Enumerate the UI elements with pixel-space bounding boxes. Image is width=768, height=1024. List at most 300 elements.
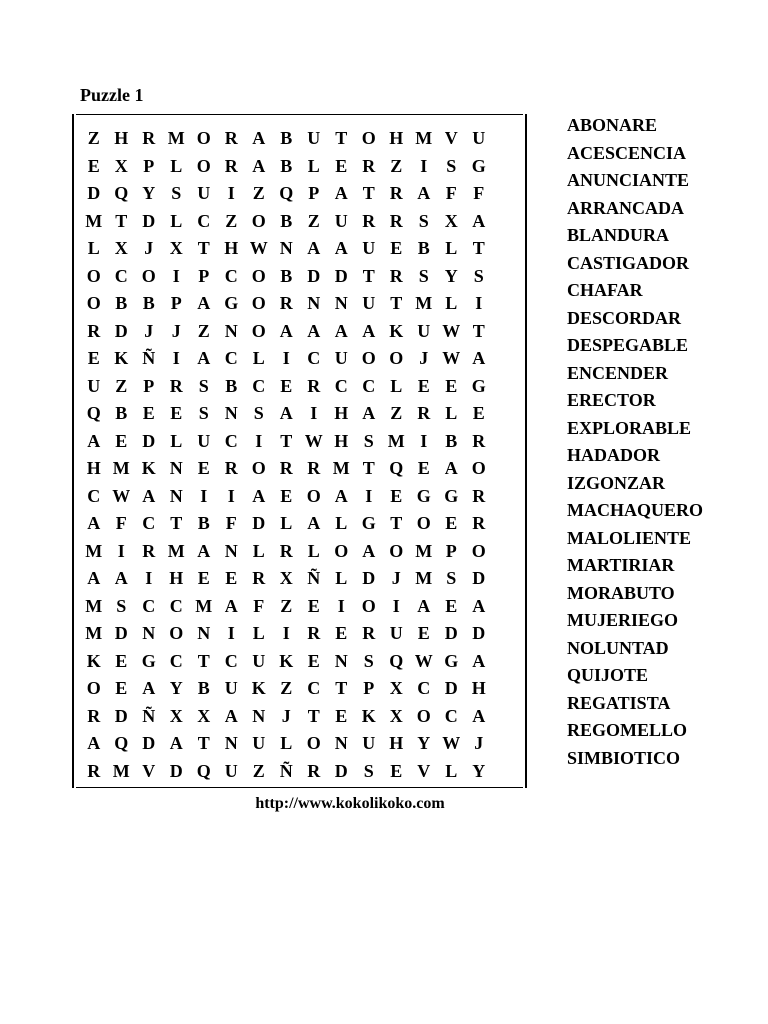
grid-letter[interactable]: C — [307, 348, 321, 369]
grid-letter[interactable]: R — [389, 265, 403, 286]
grid-letter[interactable]: Ñ — [307, 568, 321, 589]
grid-letter[interactable]: T — [335, 678, 348, 699]
grid-letter[interactable]: S — [363, 760, 374, 781]
grid-letter[interactable]: A — [472, 705, 486, 726]
grid-letter[interactable]: U — [362, 733, 376, 754]
grid-letter[interactable]: M — [195, 595, 213, 616]
grid-letter[interactable]: M — [332, 458, 350, 479]
grid-letter[interactable]: O — [306, 485, 321, 506]
grid-letter[interactable]: Z — [252, 183, 265, 204]
grid-letter[interactable]: G — [141, 650, 156, 671]
grid-letter[interactable]: D — [444, 623, 458, 644]
grid-letter[interactable]: D — [444, 678, 458, 699]
grid-letter[interactable]: C — [224, 430, 238, 451]
grid-letter[interactable]: B — [445, 430, 458, 451]
grid-letter[interactable]: B — [280, 265, 293, 286]
grid-letter[interactable]: N — [197, 623, 211, 644]
grid-letter[interactable]: S — [171, 183, 182, 204]
grid-letter[interactable]: N — [252, 705, 266, 726]
grid-letter[interactable]: E — [170, 403, 183, 424]
grid-letter[interactable]: O — [361, 595, 376, 616]
grid-letter[interactable]: W — [414, 650, 433, 671]
grid-letter[interactable]: S — [473, 265, 484, 286]
grid-letter[interactable]: T — [472, 320, 485, 341]
grid-letter[interactable]: D — [334, 760, 348, 781]
grid-letter[interactable]: R — [362, 210, 376, 231]
grid-letter[interactable]: N — [334, 293, 348, 314]
grid-letter[interactable]: U — [362, 293, 376, 314]
grid-letter[interactable]: T — [362, 458, 375, 479]
grid-letter[interactable]: L — [170, 210, 183, 231]
grid-letter[interactable]: T — [280, 430, 293, 451]
grid-letter[interactable]: C — [197, 210, 211, 231]
grid-letter[interactable]: H — [334, 403, 349, 424]
grid-letter[interactable]: J — [419, 348, 429, 369]
grid-letter[interactable]: W — [304, 430, 323, 451]
grid-letter[interactable]: T — [390, 513, 403, 534]
grid-letter[interactable]: W — [249, 238, 268, 259]
grid-letter[interactable]: K — [86, 650, 101, 671]
grid-letter[interactable]: Q — [86, 403, 101, 424]
grid-letter[interactable]: S — [198, 375, 209, 396]
grid-letter[interactable]: D — [114, 320, 128, 341]
grid-letter[interactable]: C — [142, 595, 156, 616]
grid-letter[interactable]: E — [472, 403, 485, 424]
grid-letter[interactable]: Q — [389, 650, 404, 671]
grid-letter[interactable]: I — [227, 623, 235, 644]
grid-letter[interactable]: A — [87, 430, 101, 451]
grid-letter[interactable]: T — [115, 210, 128, 231]
grid-letter[interactable]: I — [310, 403, 318, 424]
grid-letter[interactable]: J — [391, 568, 401, 589]
grid-letter[interactable]: M — [415, 568, 433, 589]
grid-letter[interactable]: C — [114, 265, 128, 286]
grid-letter[interactable]: Q — [389, 458, 404, 479]
grid-letter[interactable]: B — [115, 293, 128, 314]
grid-letter[interactable]: O — [251, 265, 266, 286]
grid-letter[interactable]: O — [86, 265, 101, 286]
grid-letter[interactable]: J — [171, 320, 181, 341]
grid-letter[interactable]: Z — [197, 320, 210, 341]
grid-letter[interactable]: L — [252, 348, 265, 369]
grid-letter[interactable]: Z — [280, 678, 293, 699]
grid-letter[interactable]: C — [444, 705, 458, 726]
grid-letter[interactable]: D — [362, 568, 376, 589]
grid-letter[interactable]: O — [389, 540, 404, 561]
grid-letter[interactable]: E — [390, 760, 403, 781]
grid-letter[interactable]: T — [197, 238, 210, 259]
grid-letter[interactable]: U — [362, 238, 376, 259]
grid-letter[interactable]: Ñ — [142, 705, 156, 726]
grid-letter[interactable]: R — [224, 128, 238, 149]
grid-letter[interactable]: L — [307, 155, 320, 176]
grid-letter[interactable]: L — [335, 513, 348, 534]
grid-letter[interactable]: A — [279, 320, 293, 341]
grid-letter[interactable]: T — [197, 650, 210, 671]
grid-letter[interactable]: A — [417, 595, 431, 616]
grid-letter[interactable]: A — [252, 485, 266, 506]
grid-letter[interactable]: B — [417, 238, 430, 259]
grid-letter[interactable]: R — [362, 155, 376, 176]
grid-letter[interactable]: R — [307, 623, 321, 644]
grid-letter[interactable]: Y — [444, 265, 458, 286]
grid-letter[interactable]: K — [141, 458, 156, 479]
grid-letter[interactable]: G — [471, 375, 486, 396]
grid-letter[interactable]: U — [224, 760, 238, 781]
grid-letter[interactable]: R — [362, 623, 376, 644]
grid-letter[interactable]: L — [445, 293, 458, 314]
grid-letter[interactable]: X — [279, 568, 293, 589]
grid-letter[interactable]: E — [417, 458, 430, 479]
grid-letter[interactable]: Z — [225, 210, 238, 231]
grid-letter[interactable]: O — [86, 293, 101, 314]
grid-letter[interactable]: P — [308, 183, 320, 204]
grid-letter[interactable]: H — [334, 430, 349, 451]
grid-letter[interactable]: F — [473, 183, 485, 204]
grid-letter[interactable]: D — [142, 210, 156, 231]
grid-letter[interactable]: D — [114, 705, 128, 726]
grid-letter[interactable]: O — [361, 348, 376, 369]
grid-letter[interactable]: H — [389, 733, 404, 754]
grid-letter[interactable]: R — [472, 430, 486, 451]
grid-letter[interactable]: I — [227, 485, 235, 506]
grid-letter[interactable]: B — [280, 155, 293, 176]
grid-letter[interactable]: W — [442, 320, 461, 341]
grid-letter[interactable]: W — [112, 485, 131, 506]
grid-letter[interactable]: A — [472, 595, 486, 616]
grid-letter[interactable]: O — [86, 678, 101, 699]
grid-letter[interactable]: R — [224, 155, 238, 176]
grid-letter[interactable]: U — [252, 650, 266, 671]
grid-letter[interactable]: A — [197, 293, 211, 314]
grid-letter[interactable]: A — [472, 210, 486, 231]
grid-letter[interactable]: D — [252, 513, 266, 534]
grid-letter[interactable]: L — [170, 155, 183, 176]
grid-letter[interactable]: G — [361, 513, 376, 534]
grid-letter[interactable]: E — [417, 375, 430, 396]
grid-letter[interactable]: A — [307, 238, 321, 259]
grid-letter[interactable]: D — [169, 760, 183, 781]
grid-letter[interactable]: O — [251, 210, 266, 231]
grid-letter[interactable]: B — [280, 128, 293, 149]
grid-letter[interactable]: R — [87, 320, 101, 341]
grid-letter[interactable]: F — [445, 183, 457, 204]
grid-letter[interactable]: A — [197, 540, 211, 561]
grid-letter[interactable]: C — [224, 348, 238, 369]
grid-letter[interactable]: A — [279, 403, 293, 424]
grid-letter[interactable]: R — [389, 183, 403, 204]
grid-letter[interactable]: E — [115, 430, 128, 451]
grid-letter[interactable]: R — [87, 705, 101, 726]
grid-letter[interactable]: R — [279, 293, 293, 314]
grid-letter[interactable]: S — [363, 650, 374, 671]
grid-letter[interactable]: U — [307, 128, 321, 149]
grid-letter[interactable]: O — [169, 623, 184, 644]
grid-letter[interactable]: N — [142, 623, 156, 644]
grid-letter[interactable]: R — [307, 375, 321, 396]
grid-letter[interactable]: I — [117, 540, 125, 561]
grid-letter[interactable]: X — [114, 155, 128, 176]
grid-letter[interactable]: O — [334, 540, 349, 561]
grid-letter[interactable]: C — [362, 375, 376, 396]
grid-letter[interactable]: X — [444, 210, 458, 231]
grid-letter[interactable]: O — [471, 540, 486, 561]
grid-letter[interactable]: D — [142, 733, 156, 754]
grid-letter[interactable]: E — [445, 595, 458, 616]
grid-letter[interactable]: A — [252, 128, 266, 149]
grid-letter[interactable]: Z — [280, 595, 293, 616]
grid-letter[interactable]: I — [420, 430, 428, 451]
grid-letter[interactable]: O — [416, 705, 431, 726]
grid-letter[interactable]: J — [144, 238, 154, 259]
grid-letter[interactable]: I — [475, 293, 483, 314]
grid-letter[interactable]: X — [114, 238, 128, 259]
grid-letter[interactable]: A — [87, 513, 101, 534]
grid-letter[interactable]: U — [417, 320, 431, 341]
grid-letter[interactable]: F — [253, 595, 265, 616]
grid-letter[interactable]: I — [282, 348, 290, 369]
grid-letter[interactable]: Z — [252, 760, 265, 781]
grid-letter[interactable]: I — [172, 265, 180, 286]
grid-letter[interactable]: A — [197, 348, 211, 369]
grid-letter[interactable]: C — [224, 650, 238, 671]
grid-letter[interactable]: N — [307, 293, 321, 314]
grid-letter[interactable]: B — [115, 403, 128, 424]
grid-letter[interactable]: M — [415, 293, 433, 314]
grid-letter[interactable]: T — [362, 183, 375, 204]
grid-letter[interactable]: P — [363, 678, 375, 699]
grid-letter[interactable]: U — [197, 430, 211, 451]
grid-letter[interactable]: E — [335, 155, 348, 176]
grid-letter[interactable]: A — [252, 155, 266, 176]
grid-letter[interactable]: A — [362, 403, 376, 424]
grid-letter[interactable]: A — [224, 705, 238, 726]
grid-letter[interactable]: H — [224, 238, 239, 259]
grid-letter[interactable]: R — [307, 458, 321, 479]
grid-letter[interactable]: A — [334, 320, 348, 341]
grid-letter[interactable]: U — [472, 128, 486, 149]
grid-letter[interactable]: R — [142, 540, 156, 561]
grid-letter[interactable]: K — [361, 705, 376, 726]
grid-letter[interactable]: X — [169, 705, 183, 726]
grid-letter[interactable]: K — [389, 320, 404, 341]
grid-letter[interactable]: A — [334, 183, 348, 204]
grid-letter[interactable]: E — [87, 348, 100, 369]
grid-letter[interactable]: D — [87, 183, 101, 204]
grid-letter[interactable]: E — [335, 705, 348, 726]
grid-letter[interactable]: X — [197, 705, 211, 726]
grid-letter[interactable]: H — [471, 678, 486, 699]
grid-letter[interactable]: A — [224, 595, 238, 616]
grid-letter[interactable]: B — [197, 513, 210, 534]
grid-letter[interactable]: N — [169, 458, 183, 479]
grid-letter[interactable]: H — [389, 128, 404, 149]
grid-letter[interactable]: J — [474, 733, 484, 754]
grid-letter[interactable]: V — [444, 128, 458, 149]
grid-letter[interactable]: A — [472, 348, 486, 369]
grid-letter[interactable]: L — [87, 238, 100, 259]
grid-letter[interactable]: I — [282, 623, 290, 644]
grid-letter[interactable]: N — [224, 733, 238, 754]
grid-letter[interactable]: W — [442, 348, 461, 369]
grid-letter[interactable]: I — [145, 568, 153, 589]
grid-letter[interactable]: P — [198, 265, 210, 286]
grid-letter[interactable]: Y — [142, 183, 156, 204]
grid-letter[interactable]: O — [251, 320, 266, 341]
grid-letter[interactable]: M — [112, 760, 130, 781]
grid-letter[interactable]: S — [418, 265, 429, 286]
grid-letter[interactable]: J — [144, 320, 154, 341]
grid-letter[interactable]: T — [472, 238, 485, 259]
grid-letter[interactable]: M — [85, 540, 103, 561]
grid-letter[interactable]: Z — [87, 128, 100, 149]
grid-letter[interactable]: L — [280, 513, 293, 534]
grid-letter[interactable]: I — [227, 183, 235, 204]
grid-letter[interactable]: S — [446, 568, 457, 589]
grid-letter[interactable]: M — [387, 430, 405, 451]
grid-letter[interactable]: D — [114, 623, 128, 644]
grid-letter[interactable]: P — [445, 540, 457, 561]
grid-letter[interactable]: S — [253, 403, 264, 424]
grid-letter[interactable]: M — [85, 623, 103, 644]
grid-letter[interactable]: D — [142, 430, 156, 451]
grid-letter[interactable]: R — [417, 403, 431, 424]
grid-letter[interactable]: D — [307, 265, 321, 286]
grid-letter[interactable]: A — [142, 485, 156, 506]
grid-letter[interactable]: M — [85, 595, 103, 616]
grid-letter[interactable]: C — [307, 678, 321, 699]
grid-letter[interactable]: O — [389, 348, 404, 369]
grid-letter[interactable]: P — [170, 293, 182, 314]
grid-letter[interactable]: K — [114, 348, 129, 369]
grid-letter[interactable]: O — [361, 128, 376, 149]
grid-letter[interactable]: D — [472, 623, 486, 644]
grid-letter[interactable]: O — [196, 155, 211, 176]
grid-letter[interactable]: L — [252, 623, 265, 644]
grid-letter[interactable]: M — [112, 458, 130, 479]
grid-letter[interactable]: S — [198, 403, 209, 424]
grid-letter[interactable]: Z — [307, 210, 320, 231]
grid-letter[interactable]: A — [444, 458, 458, 479]
grid-letter[interactable]: K — [251, 678, 266, 699]
grid-letter[interactable]: Z — [115, 375, 128, 396]
grid-letter[interactable]: N — [224, 403, 238, 424]
grid-letter[interactable]: L — [445, 760, 458, 781]
grid-letter[interactable]: G — [444, 650, 459, 671]
grid-letter[interactable]: N — [334, 733, 348, 754]
grid-letter[interactable]: I — [420, 155, 428, 176]
grid-letter[interactable]: B — [225, 375, 238, 396]
grid-letter[interactable]: C — [169, 595, 183, 616]
grid-letter[interactable]: T — [362, 265, 375, 286]
grid-letter[interactable]: I — [172, 348, 180, 369]
grid-letter[interactable]: M — [415, 540, 433, 561]
grid-letter[interactable]: R — [472, 485, 486, 506]
grid-letter[interactable]: E — [225, 568, 238, 589]
grid-letter[interactable]: R — [169, 375, 183, 396]
grid-letter[interactable]: U — [334, 348, 348, 369]
grid-letter[interactable]: R — [252, 568, 266, 589]
grid-letter[interactable]: M — [167, 128, 185, 149]
grid-letter[interactable]: A — [334, 485, 348, 506]
grid-letter[interactable]: S — [116, 595, 127, 616]
grid-letter[interactable]: O — [416, 513, 431, 534]
grid-letter[interactable]: L — [252, 540, 265, 561]
grid-letter[interactable]: I — [392, 595, 400, 616]
grid-letter[interactable]: I — [255, 430, 263, 451]
grid-letter[interactable]: E — [197, 458, 210, 479]
grid-letter[interactable]: M — [415, 128, 433, 149]
grid-letter[interactable]: A — [169, 733, 183, 754]
grid-letter[interactable]: G — [471, 155, 486, 176]
grid-letter[interactable]: O — [196, 128, 211, 149]
grid-letter[interactable]: A — [472, 650, 486, 671]
grid-letter[interactable]: H — [86, 458, 101, 479]
grid-letter[interactable]: B — [142, 293, 155, 314]
grid-letter[interactable]: N — [334, 650, 348, 671]
grid-letter[interactable]: C — [252, 375, 266, 396]
grid-letter[interactable]: U — [197, 183, 211, 204]
grid-letter[interactable]: Y — [472, 760, 486, 781]
grid-letter[interactable]: O — [251, 293, 266, 314]
grid-letter[interactable]: E — [115, 678, 128, 699]
grid-letter[interactable]: Ñ — [142, 348, 156, 369]
grid-letter[interactable]: E — [87, 155, 100, 176]
grid-letter[interactable]: S — [418, 210, 429, 231]
grid-letter[interactable]: V — [417, 760, 431, 781]
grid-letter[interactable]: K — [279, 650, 294, 671]
grid-letter[interactable]: A — [307, 513, 321, 534]
grid-letter[interactable]: T — [170, 513, 183, 534]
grid-letter[interactable]: N — [224, 540, 238, 561]
grid-letter[interactable]: A — [142, 678, 156, 699]
grid-letter[interactable]: R — [307, 760, 321, 781]
grid-letter[interactable]: E — [335, 623, 348, 644]
grid-letter[interactable]: G — [416, 485, 431, 506]
grid-letter[interactable]: E — [307, 650, 320, 671]
grid-letter[interactable]: L — [445, 403, 458, 424]
grid-letter[interactable]: L — [170, 430, 183, 451]
grid-letter[interactable]: O — [141, 265, 156, 286]
grid-letter[interactable]: E — [445, 513, 458, 534]
grid-letter[interactable]: T — [307, 705, 320, 726]
grid-letter[interactable]: O — [306, 733, 321, 754]
grid-letter[interactable]: A — [114, 568, 128, 589]
grid-letter[interactable]: H — [114, 128, 129, 149]
grid-letter[interactable]: E — [445, 375, 458, 396]
grid-letter[interactable]: W — [442, 733, 461, 754]
grid-letter[interactable]: T — [335, 128, 348, 149]
grid-letter[interactable]: H — [169, 568, 184, 589]
grid-letter[interactable]: T — [390, 293, 403, 314]
grid-letter[interactable]: N — [169, 485, 183, 506]
grid-letter[interactable]: P — [143, 155, 155, 176]
grid-letter[interactable]: B — [280, 210, 293, 231]
grid-letter[interactable]: A — [362, 320, 376, 341]
grid-letter[interactable]: F — [115, 513, 127, 534]
grid-letter[interactable]: R — [472, 513, 486, 534]
grid-letter[interactable]: F — [225, 513, 237, 534]
grid-letter[interactable]: E — [390, 485, 403, 506]
grid-letter[interactable]: R — [389, 210, 403, 231]
grid-letter[interactable]: E — [115, 650, 128, 671]
grid-letter[interactable]: U — [224, 678, 238, 699]
grid-letter[interactable]: N — [224, 320, 238, 341]
grid-letter[interactable]: G — [444, 485, 459, 506]
grid-letter[interactable]: O — [471, 458, 486, 479]
grid-letter[interactable]: R — [279, 540, 293, 561]
grid-letter[interactable]: G — [224, 293, 239, 314]
